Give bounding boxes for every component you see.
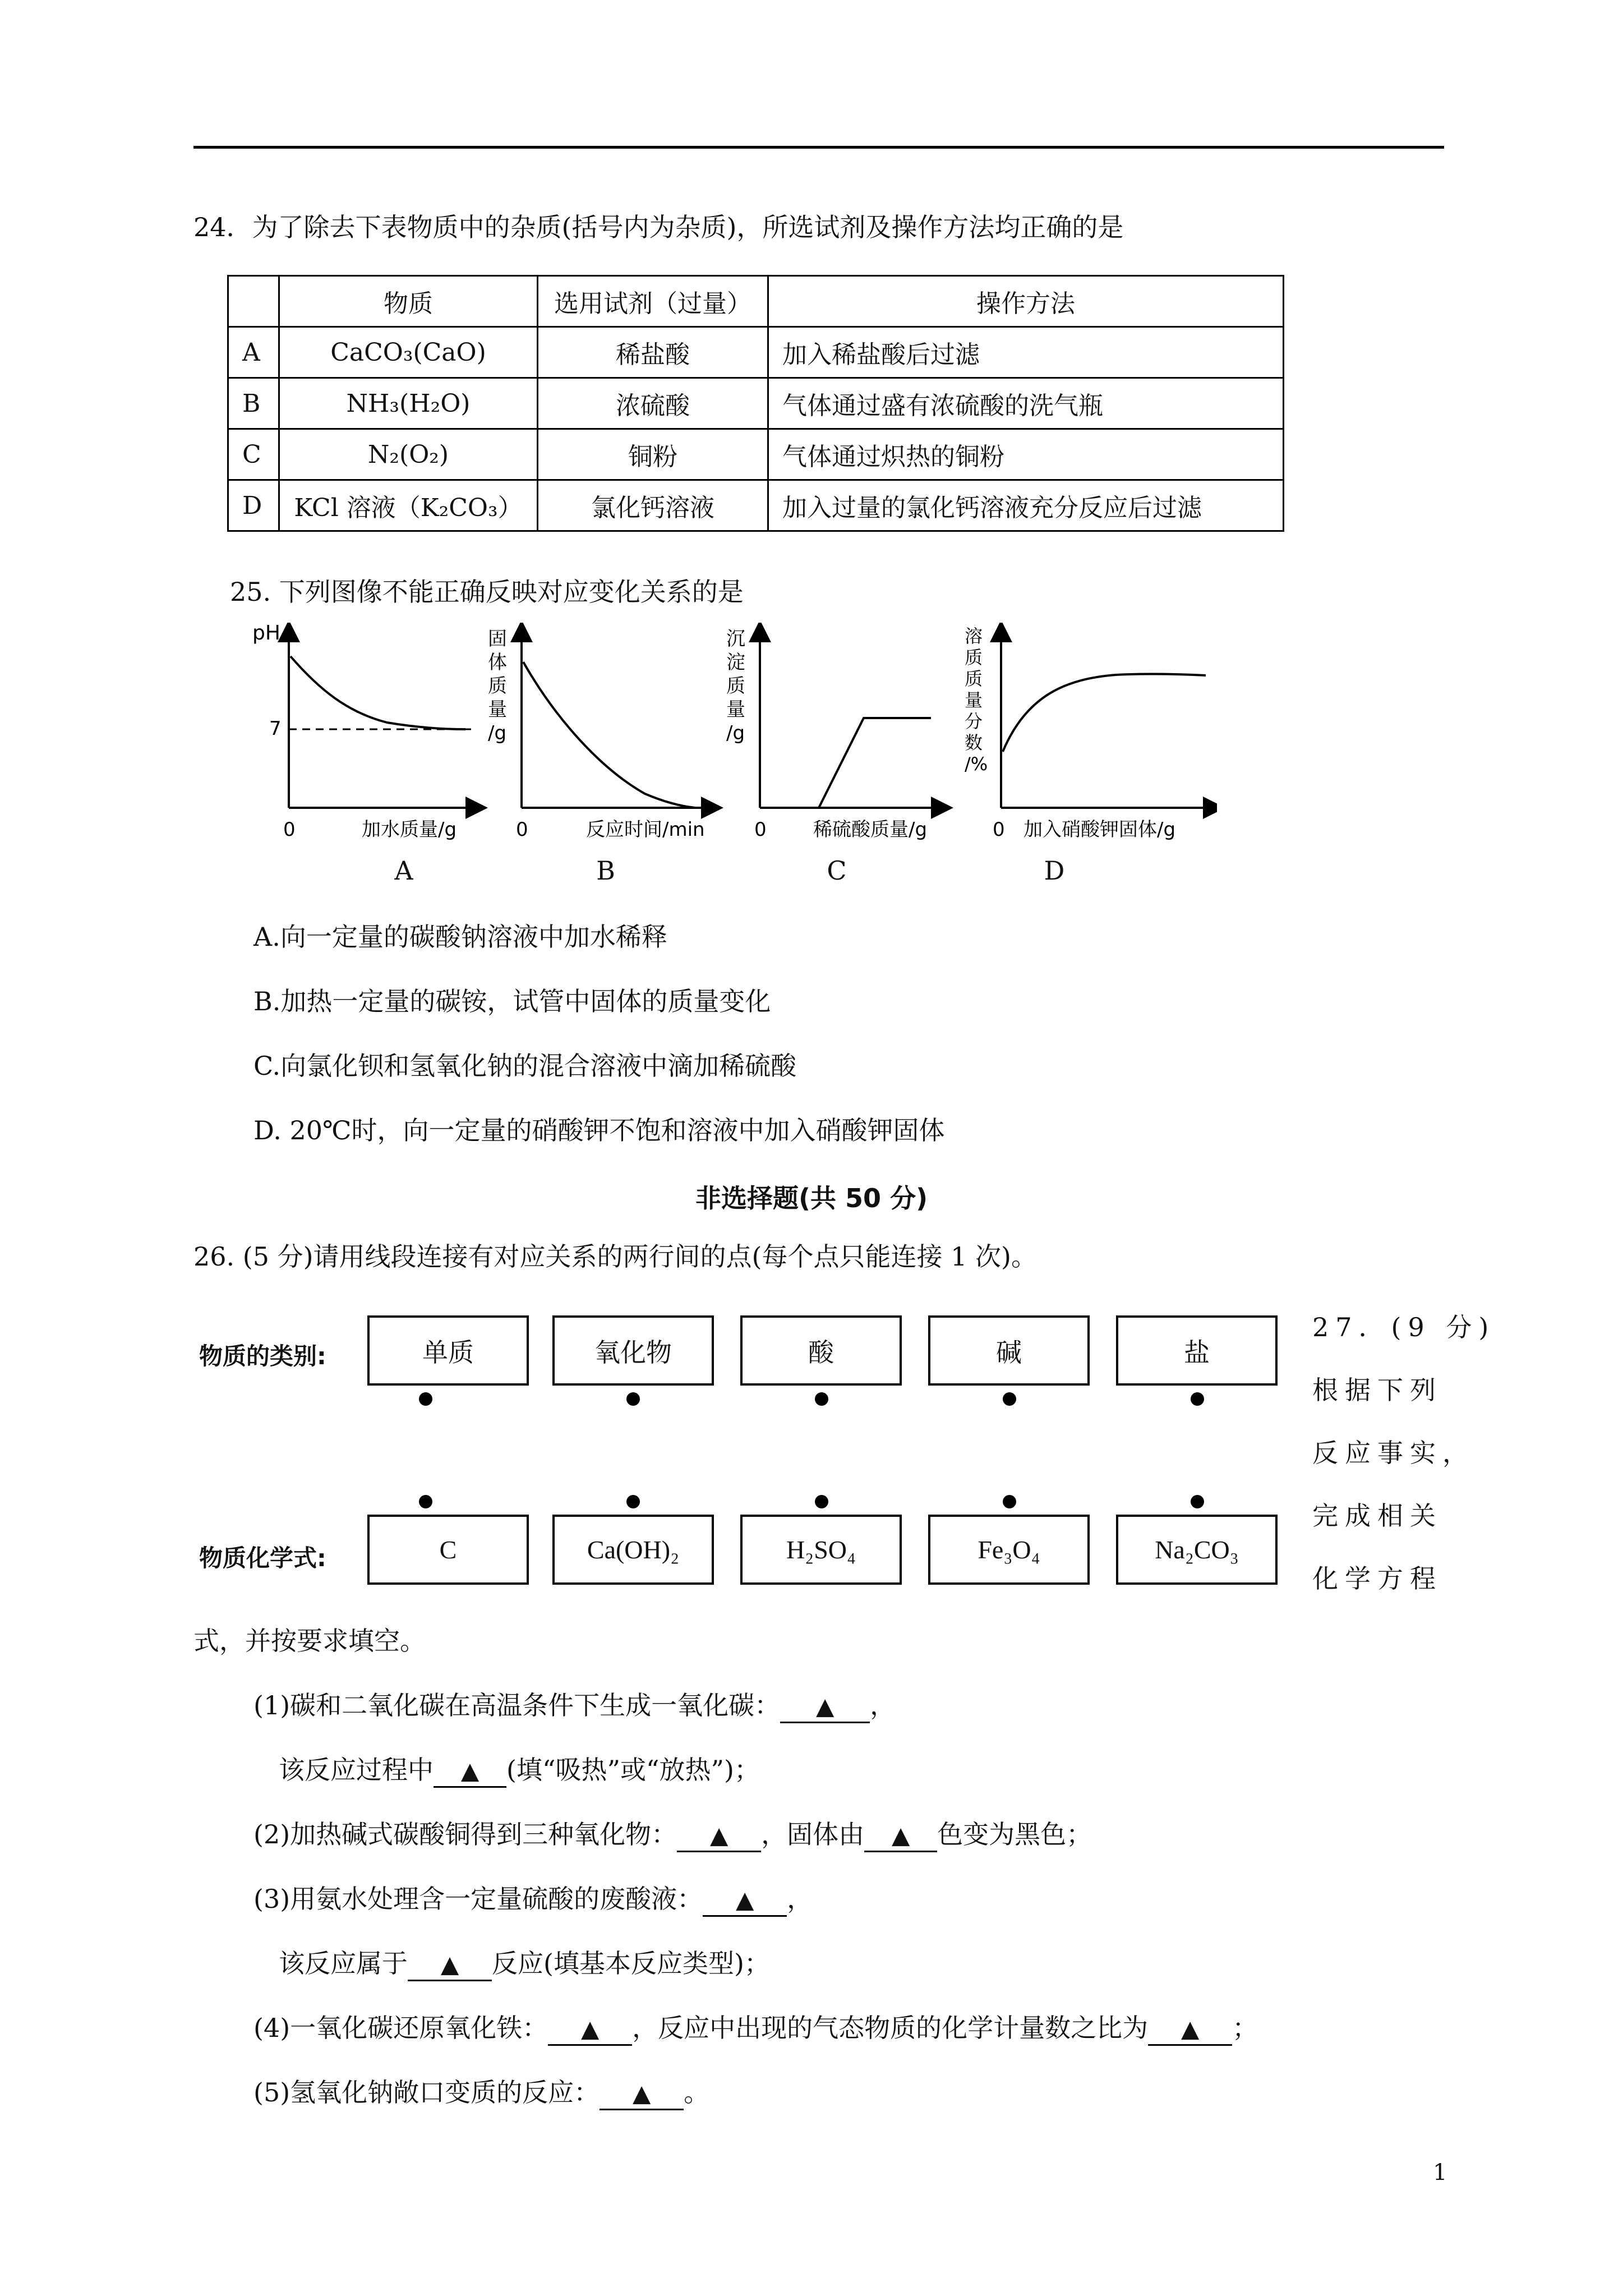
graph-d (965, 625, 1214, 841)
category-box: 碱 (928, 1315, 1090, 1386)
graph-d-origin: 0 (993, 818, 1005, 841)
answer-blank[interactable] (600, 2077, 684, 2110)
q25-option-c: C.向氯化钡和氢氧化钠的混合溶液中滴加稀硫酸 (253, 1051, 797, 1081)
category-row-label: 物质的类别: (199, 1342, 326, 1370)
graph-c-label: C (827, 855, 847, 886)
triangle-icon: ▲ (892, 1821, 910, 1849)
graph-d-label: D (1044, 855, 1065, 886)
category-box: 氧化物 (552, 1315, 714, 1386)
category-dot[interactable] (626, 1392, 640, 1406)
q27-item-1a: (1)碳和二氧化碳在高温条件下生成一氧化碳： ▲ ， (253, 1688, 896, 1723)
graph-d-ylabel: 溶质质量分数/% (965, 625, 988, 775)
graph-b-label: B (596, 855, 615, 886)
graph-a-xlabel: 加水质量/g (362, 818, 457, 841)
header-cell: 操作方法 (768, 276, 1284, 327)
q24-stem: 24．为了除去下表物质中的杂质(括号内为杂质)，所选试剂及操作方法均正确的是 (193, 212, 1124, 242)
triangle-icon: ▲ (816, 1692, 834, 1720)
triangle-icon: ▲ (633, 2079, 651, 2107)
substance-cell: KCl 溶液（K₂CO₃） (279, 480, 538, 531)
graph-b (488, 628, 712, 841)
category-box: 单质 (367, 1315, 529, 1386)
row-label: D (228, 480, 279, 531)
category-dot[interactable] (1003, 1392, 1016, 1406)
substance-cell: CaCO₃(CaO) (279, 327, 538, 378)
formula-dot[interactable] (1191, 1495, 1204, 1508)
header-cell: 选用试剂（过量） (538, 276, 768, 327)
triangle-icon: ▲ (710, 1821, 728, 1849)
graph-c-xlabel: 稀硫酸质量/g (813, 818, 928, 841)
reagent-cell: 氯化钙溶液 (538, 480, 768, 531)
triangle-icon: ▲ (460, 1757, 479, 1784)
q25-graphs (241, 623, 1217, 847)
formula-dot[interactable] (626, 1495, 640, 1508)
row-label: A (228, 327, 279, 378)
answer-blank[interactable] (434, 1755, 506, 1788)
graph-b-curve (523, 662, 695, 808)
graph-b-ylabel: 固体质量/g (488, 628, 507, 744)
q26-stem: 26. (5 分)请用线段连接有对应关系的两行间的点(每个点只能连接 1 次)。 (193, 1241, 1037, 1272)
q27-item-2: (2)加热碱式碳酸铜得到三种氧化物： ▲ ，固体由 ▲ 色变为黑色； (253, 1818, 1092, 1852)
table-row (228, 327, 1284, 378)
q25-option-b: B.加热一定量的碳铵，试管中固体的质量变化 (253, 986, 771, 1016)
graph-a-label: A (394, 855, 413, 886)
triangle-icon: ▲ (440, 1950, 459, 1978)
triangle-icon: ▲ (1181, 2015, 1200, 2042)
header-rule (193, 146, 1444, 149)
graph-a-ref-tick: 7 (269, 717, 282, 740)
graph-a-curve (291, 656, 465, 729)
category-dot[interactable] (815, 1392, 828, 1406)
graph-c-ylabel: 沉淀质量/g (726, 628, 745, 744)
q27-item-5: (5)氢氧化钠敞口变质的反应： ▲ 。 (253, 2076, 709, 2110)
graph-b-xlabel: 反应时间/min (586, 818, 705, 841)
reagent-cell: 浓硫酸 (538, 378, 768, 429)
q27-item-3b: 该反应属于 ▲ 反应(填基本反应类型)； (279, 1947, 770, 1981)
section-title: 非选择题(共 50 分) (695, 1183, 928, 1213)
category-box: 酸 (740, 1315, 902, 1386)
formula-box: Na₂CO₃ (1116, 1515, 1278, 1585)
reagent-cell: 铜粉 (538, 429, 768, 480)
q25-option-a: A.向一定量的碳酸钠溶液中加水稀释 (253, 922, 667, 952)
row-label: C (228, 429, 279, 480)
q25-option-d: D. 20℃时，向一定量的硝酸钾不饱和溶液中加入硝酸钾固体 (253, 1115, 945, 1145)
q24-table (227, 275, 1284, 532)
header-cell (228, 276, 279, 327)
q27-side-line: 27．(9 分) (1312, 1312, 1496, 1342)
answer-blank[interactable] (408, 1948, 492, 1981)
substance-cell: N₂(O₂) (279, 429, 538, 480)
answer-blank[interactable] (1148, 2013, 1232, 2046)
formula-box: Fe₃O₄ (928, 1515, 1090, 1585)
formula-dot[interactable] (815, 1495, 828, 1508)
formula-row-label: 物质化学式: (199, 1544, 326, 1572)
formula-box: C (367, 1515, 529, 1585)
triangle-icon: ▲ (736, 1886, 754, 1913)
formula-dot[interactable] (1003, 1495, 1016, 1508)
formula-dot[interactable] (419, 1495, 432, 1508)
method-cell: 气体通过盛有浓硫酸的洗气瓶 (768, 378, 1284, 429)
q27-item-3a: (3)用氨水处理含一定量硫酸的废酸液： ▲ ， (253, 1882, 813, 1917)
q27-side-line: 化学方程 (1312, 1563, 1442, 1594)
row-label: B (228, 378, 279, 429)
page-number: 1 (1433, 2160, 1447, 2185)
graph-a-origin: 0 (283, 818, 296, 841)
header-cell: 物质 (279, 276, 538, 327)
reagent-cell: 稀盐酸 (538, 327, 768, 378)
q27-item-1b: 该反应过程中 ▲ (填“吸热”或“放热”)； (279, 1753, 760, 1788)
graph-d-curve (1003, 674, 1206, 752)
q27-item-4: (4)一氧化碳还原氧化铁： ▲ ，反应中出现的气态物质的化学计量数之比为 ▲ ； (253, 2011, 1258, 2046)
method-cell: 气体通过炽热的铜粉 (768, 429, 1284, 480)
graph-c-curve (819, 718, 931, 808)
formula-box: H₂SO₄ (740, 1515, 902, 1585)
triangle-icon: ▲ (581, 2015, 600, 2042)
category-dot[interactable] (1191, 1392, 1204, 1406)
table-row (228, 378, 1284, 429)
graph-b-origin: 0 (516, 818, 528, 841)
table-row (228, 429, 1284, 480)
q27-side-line: 完成相关 (1312, 1501, 1442, 1531)
graph-a (252, 623, 477, 841)
substance-cell: NH₃(H₂O) (279, 378, 538, 429)
table-row (228, 480, 1284, 531)
graph-c (726, 628, 942, 841)
category-dot[interactable] (419, 1392, 432, 1406)
category-box: 盐 (1116, 1315, 1278, 1386)
q27-side-line: 反应事实， (1312, 1438, 1475, 1468)
formula-box: Ca(OH)₂ (552, 1515, 714, 1585)
answer-blank[interactable] (677, 1819, 761, 1852)
graph-d-xlabel: 加入硝酸钾固体/g (1023, 818, 1176, 841)
answer-blank[interactable] (548, 2013, 632, 2046)
q27-intro-tail: 式，并按要求填空。 (193, 1626, 426, 1656)
method-cell: 加入过量的氯化钙溶液充分反应后过滤 (768, 480, 1284, 531)
answer-blank[interactable] (703, 1884, 787, 1917)
q25-stem: 25. 下列图像不能正确反映对应变化关系的是 (230, 577, 744, 607)
table-header-row (228, 276, 1284, 327)
q27-side-line: 根据下列 (1312, 1375, 1442, 1405)
answer-blank[interactable] (864, 1819, 937, 1852)
answer-blank[interactable] (780, 1690, 870, 1723)
graph-a-ylabel: pH (252, 623, 280, 645)
method-cell: 加入稀盐酸后过滤 (768, 327, 1284, 378)
graph-c-origin: 0 (754, 818, 767, 841)
